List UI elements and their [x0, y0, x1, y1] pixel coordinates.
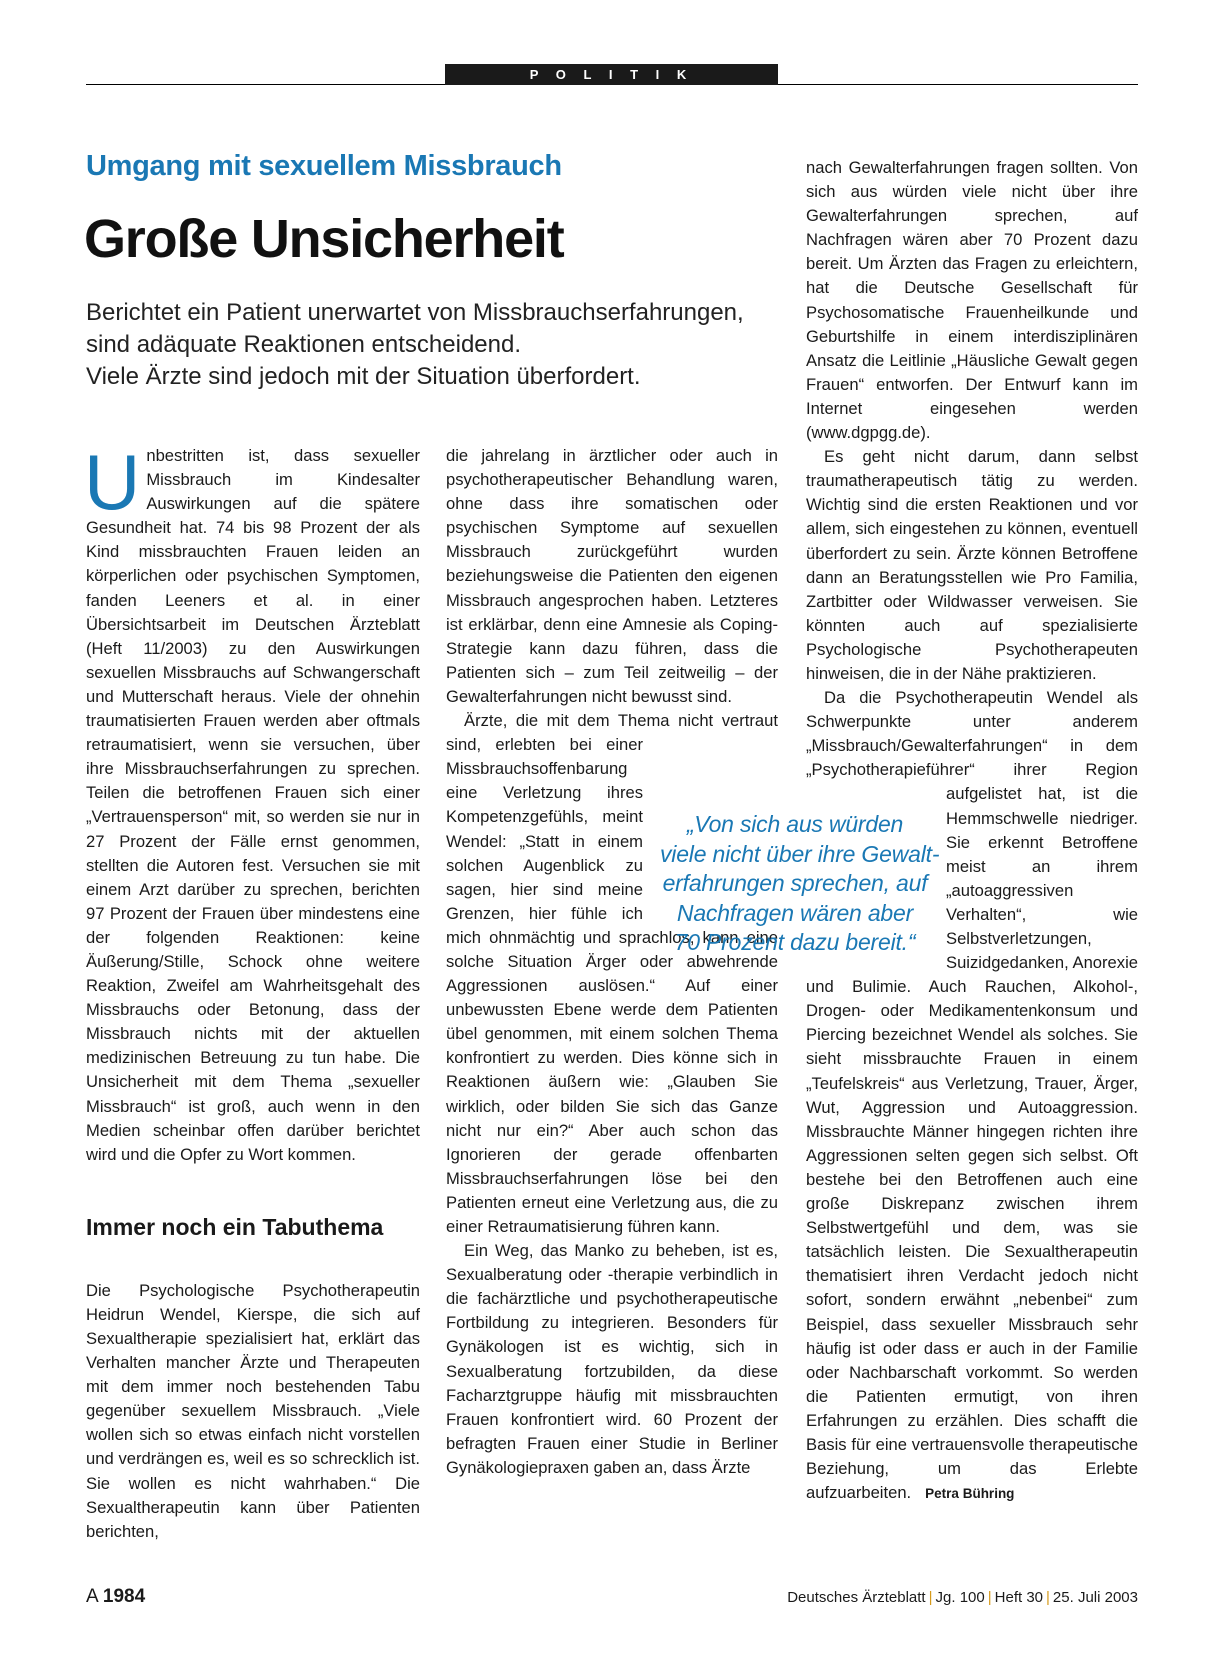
footer-separator: |	[987, 1589, 992, 1606]
paragraph	[84, 438, 420, 1167]
journal-volume: Jg. 100	[935, 1589, 985, 1606]
lead-line: Berichtet ein Patient unerwartet von Missbrauchserfahrungen,	[86, 299, 744, 326]
pull-quote-line: Nachfragen wären aber	[676, 899, 914, 926]
journal-issue: Heft 30	[994, 1589, 1044, 1606]
paragraph-text: nbestritten ist, dass sexueller Missbrauch im Kindesalter Auswirkungen auf die spätere Gesundheit hat. 74 bis 98 Prozent der als Kind missbrauchten Frauen leiden an körperlichen oder psychischen Symptomen, fanden Leeners et al. in einer Übersichtsarbeit im Deutschen Ärzteblatt (Heft 11/2003) zu den Auswirkungen sexuellen Missbrauchs auf Schwangerschaft und Mutterschaft heraus. Viele der ohnehin traumatisierten Frauen werden aber oftmals retraumatisiert, wenn sie versuchen, über ihre Missbrauchserfahrungen zu sprechen. Teilen die betroffenen Frauen sich einer „Vertrauensperson“ mit, so werden sie nur in 27 Prozent der Fälle ernst genommen, stellten die Autoren fest. Versuchen sie mit einem Arzt darüber zu sprechen, berichten 97 Prozent der Frauen über mindestens eine der folgenden Reaktionen: keine Äußerung/Stille, Schock ohne weitere Reaktion, Zweifel am Wahrheitsgehalt des Missbrauchs oder Betonung, dass der Missbrauch nichts mit der aktuellen medizinischen Betreuung zu tun habe. Die Unsicherheit mit dem Thema „sexueller Missbrauch“ ist groß, auch wenn in den Medien scheinbar offen darüber berichtet wird und die Opfer zu Wort kommen.	[86, 446, 420, 1164]
text-column-1	[84, 438, 420, 1544]
footer-separator: |	[928, 1589, 933, 1606]
author-name: Petra Bühring	[925, 1486, 1015, 1502]
paragraph-text: Da die Psychotherapeutin Wendel als Schwerpunkte unter anderem „Missbrauch/Gewalterfahrungen“ in dem „Psychotherapieführer“ ihrer Region aufgelistet hat, ist die Hemmschwelle niedriger. Sie erkennt Betroffene meist an ihrem „autoaggressiven Verhalten“, wie Selbstverletzungen, Suizidgedanken, Anorexie und Bulimie. Auch Rauchen, Alkohol-, Drogen- oder Medikamentenkonsum und Piercing bezeichnet Wendel als solches. Sie sieht missbrauchte Frauen in einem „Teufelskreis“ aus Verletzung, Trauer, Ärger, Wut, Aggression und Autoaggression. Missbrauchte Männer hingegen richten ihre Aggressionen selten gegen sich selbst. Oft bestehe bei den Betroffenen auch eine große Diskrepanz zwischen ihrem Selbstwertgefühl und dem, was sie tatsächlich leisten. Die Sexualtherapeutin thematisiert ihren Verdacht jedoch nicht sofort, sondern erwähnt „nebenbei“ zum Beispiel, dass sexueller Missbrauch sehr häufig ist oder dass er auch in der Familie oder Nachbarschaft vorkommt. So werden die Patienten ermutigt, von ihren Erfahrungen zu erzählen. Dies schafft die Basis für eine vertrauensvolle therapeutische Beziehung, um das Erlebte aufzuarbeiten.	[806, 688, 1138, 1503]
footer-separator: |	[1046, 1589, 1050, 1606]
drop-cap: U	[84, 438, 141, 526]
lead-line: Viele Ärzte sind jedoch mit der Situation überfordert.	[86, 363, 641, 390]
journal-name: Deutsches Ärzteblatt	[787, 1589, 926, 1606]
paragraph: Die Psychologische Psychotherapeutin Heidrun Wendel, Kierspe, die sich auf Sexualtherapie spezialisiert hat, erklärt das Verhalten mancher Ärzte und Therapeuten mit dem immer noch bestehenden Tabu gegenüber sexuellem Missbrauch. „Viele wollen sich so etwas einfach nicht vorstellen und verdrängen es, weil es so schrecklich ist. Sie wollen es nicht wahrhaben.“ Die Sexualtherapeutin kann über Patienten berichten,	[86, 1280, 420, 1541]
pull-quote-line: „Von sich aus würden	[686, 811, 904, 837]
footer-citation	[787, 1589, 1138, 1606]
page-number-value: 1984	[102, 1586, 146, 1607]
paragraph: Es geht nicht darum, dann selbst traumatherapeutisch tätig zu werden. Wichtig sind die ersten Reaktionen und vor allem, sich eingestehen zu können, eventuell überfordert zu sein. Ärzte können Betroffene dann an Beratungsstellen wie Pro Familia, Zartbitter oder Wildwasser verweisen. Sie könnten auch auf spezialisierte Psychologische Psychotherapeuten hinweisen, die in der Nähe praktizieren.	[806, 447, 1138, 683]
pull-quote	[660, 810, 940, 958]
section-label: P O L I T I K	[445, 64, 778, 85]
text-column-2	[446, 444, 778, 1480]
section-subhead: Immer noch ein Tabuthema	[86, 1213, 384, 1240]
pull-quote-line: 70 Prozent dazu bereit.“	[674, 929, 916, 955]
page-prefix: A	[86, 1586, 98, 1607]
article-lead	[86, 297, 786, 393]
paragraph: Ein Weg, das Manko zu beheben, ist es, Sexualberatung oder -therapie verbindlich in die fachärztliche und psychotherapeutische Fortbildung zu integrieren. Besonders für Gynäkologen ist es wichtig, sich in Sexualberatung fortzubilden, da diese Facharztgruppe häufig mit missbrauchten Frauen konfrontiert wird. 60 Prozent der befragten Frauen einer Studie in Berliner Gynäkologiepraxen gaben an, dass Ärzte	[446, 1241, 778, 1477]
article-headline: Große Unsicherheit	[84, 209, 564, 269]
pull-quote-line: erfahrungen sprechen, auf	[662, 870, 928, 896]
publication-date: 25. Juli 2003	[1052, 1589, 1138, 1606]
paragraph: die jahrelang in ärztlicher oder auch in psychotherapeutischer Behandlung waren, ohne dass ihre somatischen oder psychischen Symptome auf sexuellen Missbrauch zurückgeführt wurden beziehungsweise die Patienten den eigenen Missbrauch angesprochen haben. Letzteres ist erklärbar, denn eine Amnesie als Coping-Strategie kann dazu führen, dass die Patienten sich – zum Teil zeitweilig – der Gewalterfahrungen nicht bewusst sind.	[446, 446, 778, 706]
page-number	[86, 1586, 145, 1608]
pull-quote-line: viele nicht über ihre Gewalt-	[660, 840, 940, 867]
lead-line: sind adäquate Reaktionen entscheidend.	[86, 331, 521, 358]
article-kicker: Umgang mit sexuellem Missbrauch	[86, 150, 562, 182]
paragraph: Ärzte, die mit dem Thema nicht vertraut sind, erlebten bei einer Missbrauchsoffenbarung eine Verletzung ihres Kompetenzgefühls, meint Wendel: „Statt in einem solchen Augenblick zu sagen, hier sind meine Grenzen, hier fühle ich mich ohnmächtig und sprachlos, kann eine solche Situation Ärger oder abwehrende Aggressionen auslösen.“ Auf einer unbewussten Ebene werde dem Patienten übel genommen, mit einem solchen Thema konfrontiert zu werden. Dies könne sich in Reaktionen äußern wie: „Glauben Sie wirklich, oder bilden Sie sich das Ganze nicht nur ein?“ Aber auch schon das Ignorieren der gerade offenbarten Missbrauchserfahrungen löse bei den Patienten erneut eine Verletzung aus, die zu einer Retraumatisierung führen kann.	[446, 711, 778, 1236]
paragraph-wrap	[446, 444, 778, 1480]
paragraph: nach Gewalterfahrungen fragen sollten. Von sich aus würden viele nicht über ihre Gewalterfahrungen sprechen, auf Nachfragen wären aber 70 Prozent dazu bereit. Um Ärzten das Fragen zu erleichtern, hat die Deutsche Gesellschaft für Psychosomatische Frauenheilkunde und Geburtshilfe in einem interdisziplinären Ansatz die Leitlinie „Häusliche Gewalt gegen Frauen“ entworfen. Der Entwurf kann im Internet eingesehen werden (www.dgpgg.de).	[806, 158, 1138, 443]
